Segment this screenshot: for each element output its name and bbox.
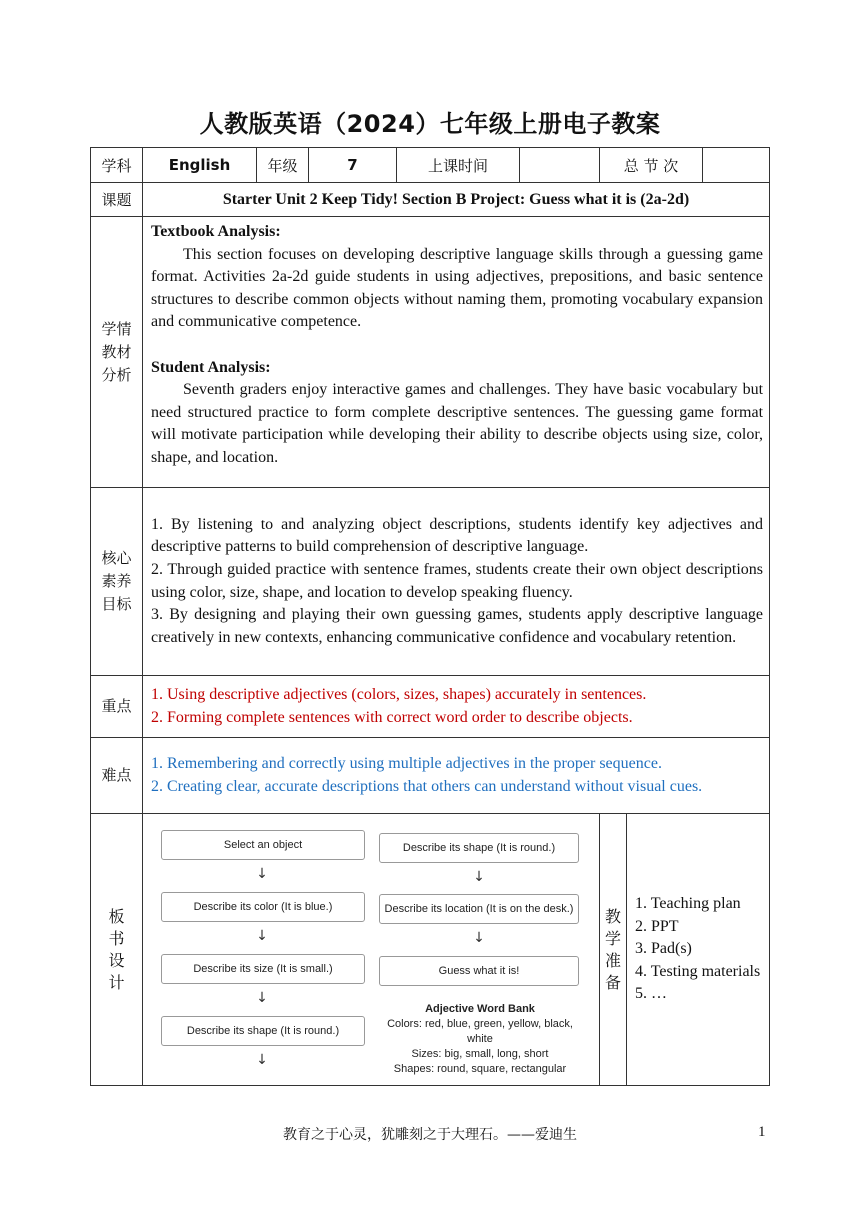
subject-label: 学科: [91, 148, 143, 183]
flow-step-location: Describe its location (It is on the desk.): [379, 894, 579, 924]
arrow-down-icon: ↓: [256, 928, 268, 944]
key-point-item: 1. Using descriptive adjectives (colors, sizes, shapes) accurately in sentences.: [151, 685, 647, 703]
textbook-analysis-heading: Textbook Analysis:: [151, 223, 281, 240]
objective-item: 3. By designing and playing their own guessing games, students apply descriptive language creatively in new contexts, enhancing communicative confidence and vocabulary retention.: [151, 606, 764, 646]
analysis-label: 学情 教材 分析: [91, 217, 143, 488]
difficult-points-content: [143, 738, 770, 814]
arrow-down-icon: ↓: [256, 990, 268, 1006]
objectives-content: [143, 488, 770, 676]
key-points-row: [91, 676, 770, 738]
flow-step-color: Describe its color (It is blue.): [161, 892, 365, 922]
subject-value: English: [143, 148, 257, 183]
difficult-point-item: 1. Remembering and correctly using multiple adjectives in the proper sequence.: [151, 754, 662, 772]
flow-step-select-object: Select an object: [161, 830, 365, 860]
footer-quote: 教育之于心灵，犹雕刻之于大理石。——爱迪生: [283, 1127, 577, 1143]
key-point-item: 2. Forming complete sentences with correct word order to describe objects.: [151, 708, 633, 726]
arrow-down-icon: ↓: [473, 930, 485, 946]
class-time-value: [520, 148, 600, 183]
student-analysis-body: Seventh graders enjoy interactive games and challenges. They have basic vocabulary but need structured practice to form complete descriptive sentences. The guessing game format will motivate participation while developing their ability to describe objects using size, color, shape, and location.: [151, 381, 764, 466]
total-sessions-value: [703, 148, 770, 183]
word-bank-colors: Colors: red, blue, green, yellow, black, white: [387, 1018, 573, 1045]
material-item: 4. Testing materials: [635, 962, 761, 980]
topic-row: [91, 183, 770, 217]
objective-item: 2. Through guided practice with sentence frames, students create their own object descriptions using color, size, shape, and location to develop speaking fluency.: [151, 560, 764, 601]
textbook-analysis-body: This section focuses on developing descriptive language skills through a guessing game format. Activities 2a-2d guide students in using adjectives, prepositions, and basic sentence structures to describe common objects without naming them, promoting vocabulary expansion and communicative competence.: [151, 245, 764, 331]
key-points-label: 重点: [91, 676, 143, 738]
flow-step-guess: Guess what it is!: [379, 956, 579, 986]
material-item: 2. PPT: [635, 917, 679, 935]
student-analysis-heading: Student Analysis:: [151, 358, 271, 376]
topic-value: Starter Unit 2 Keep Tidy! Section B Project: Guess what it is (2a-2d): [143, 183, 770, 217]
material-item: 5. …: [635, 985, 667, 1003]
board-design-row: [91, 814, 770, 1086]
arrow-down-icon: ↓: [256, 1052, 268, 1068]
key-points-content: [143, 676, 770, 738]
adjective-word-bank: [375, 1002, 585, 1077]
flow-step-size: Describe its size (It is small.): [161, 954, 365, 984]
grade-value: 7: [309, 148, 397, 183]
board-design-label: 板 书 设 计: [91, 814, 143, 1086]
word-bank-sizes: Sizes: big, small, long, short: [411, 1048, 549, 1060]
arrow-down-icon: ↓: [256, 866, 268, 882]
objective-item: 1. By listening to and analyzing object descriptions, students identify key adjectives and descriptive patterns to build comprehension of descriptive language.: [151, 515, 764, 556]
page-number: 1: [758, 1124, 766, 1140]
total-sessions-label: 总 节 次: [600, 148, 703, 183]
flow-step-shape: Describe its shape (It is round.): [161, 1016, 365, 1046]
board-design-diagram: [143, 814, 600, 1086]
difficult-point-item: 2. Creating clear, accurate descriptions that others can understand without visual cues.: [151, 777, 703, 795]
header-row: [91, 148, 770, 183]
objectives-label: 核心 素养 目标: [91, 488, 143, 676]
topic-label: 课题: [91, 183, 143, 217]
document-title: 人教版英语（2024）七年级上册电子教案: [199, 110, 661, 138]
difficult-points-label: 难点: [91, 738, 143, 814]
lesson-plan-table: [90, 147, 770, 1086]
objectives-row: [91, 488, 770, 676]
difficult-points-row: [91, 738, 770, 814]
arrow-down-icon: ↓: [473, 869, 485, 885]
analysis-row: [91, 217, 770, 488]
word-bank-title: Adjective Word Bank: [425, 1003, 535, 1015]
flow-step-shape-right: Describe its shape (It is round.): [379, 833, 579, 863]
preparation-label: 教 学 准 备: [600, 814, 627, 1086]
material-item: 1. Teaching plan: [635, 895, 741, 913]
word-bank-shapes: Shapes: round, square, rectangular: [393, 1063, 567, 1075]
grade-label: 年级: [257, 148, 309, 183]
class-time-label: 上课时间: [397, 148, 520, 183]
analysis-content: [143, 217, 770, 488]
preparation-materials: [627, 814, 770, 1086]
material-item: 3. Pad(s): [635, 940, 692, 958]
